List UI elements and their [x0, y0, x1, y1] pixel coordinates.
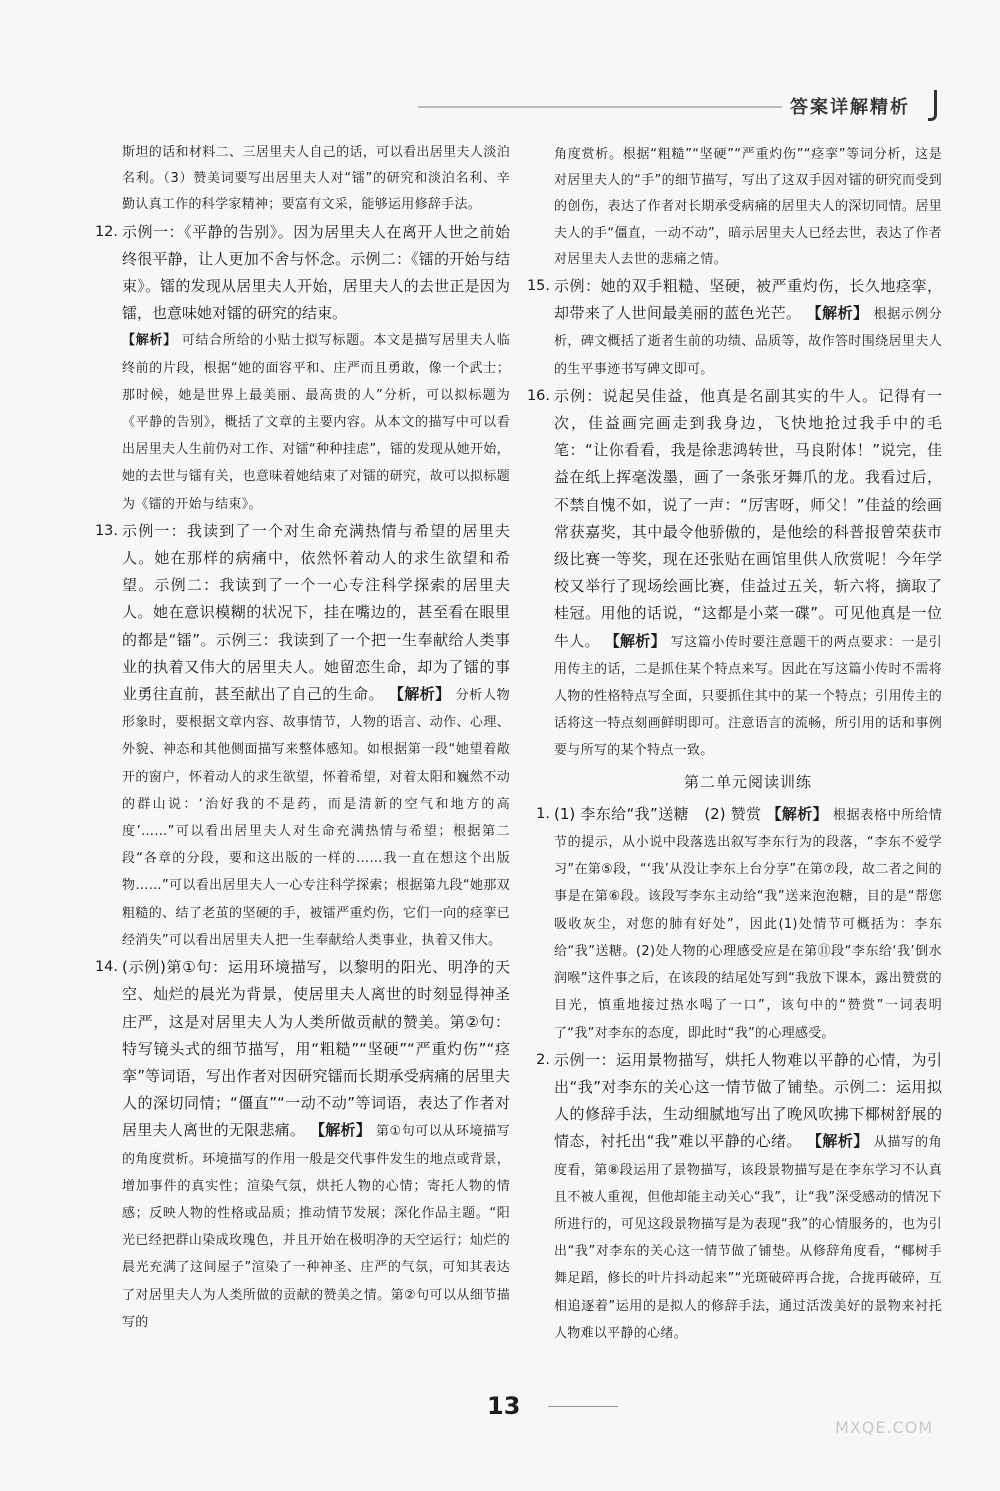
question-number: 13.: [94, 522, 118, 539]
answer-text: 示例一：《平静的告别》。因为居里夫人在离开人世之前始终很平静，让人更加不舍与怀念。示例二：《镭的开始与结束》。镭的发现从居里夫人开始，居里夫人的去世正是因为镭，也意味她对镭的研究的结束。: [122, 222, 510, 323]
analysis-tag: 【解析】: [806, 1132, 869, 1151]
question-number: 2.: [536, 1051, 550, 1068]
analysis-tag: 【解析】: [122, 333, 177, 349]
question-16: [526, 383, 942, 765]
answer-text: 示例一：我读到了一个对生命充满热情与希望的居里夫人。她在那样的病痛中，依然怀着动人的求生欲望和希望。示例二：我读到了一个一心专注科学探索的居里夫人。她在意识模糊的状况下，挂在嘴边的，甚至看在眼里的都是“镭”。示例三：我读到了一个把一生奉献给人类事业的执着又伟大的居里夫人。她留恋生命，却为了镭的事业勇往直前，甚至献出了自己的生命。: [122, 521, 510, 704]
analysis-tag: 【解析】: [604, 631, 666, 650]
unit2-question-2: [530, 1047, 942, 1347]
question-number: 15.: [526, 278, 550, 295]
question-number: 12.: [94, 223, 118, 240]
answer-text: 示例：她的双手粗糙、坚硬，被严重灼伤，长久地痉挛，却带来了人世间最美丽的蓝色光芒。: [554, 277, 942, 323]
answer-text: 示例：说起吴佳益，他真是名副其实的牛人。记得有一次，佳益画完画走到我身边，飞快地抢过我手中的毛笔：“让你看看，我是徐悲鸿转世，马良附体！”说完，佳益在纸上挥毫泼墨，画了一条张牙舞爪的龙。我看过后，不禁自愧不如，说了一声：“厉害呀，师父！”佳益的绘画常获嘉奖，其中最令他骄傲的，是他绘的科普报曾荣获市级比赛一等奖，现在还张贴在画馆里供人欣赏呢！今年学校又举行了现场绘画比赛，佳益过五关，斩六将，摘取了桂冠。用他的话说，“这都是小菜一碟”。可见他真是一位牛人。: [554, 386, 942, 650]
question-number: 14.: [94, 959, 118, 976]
header-rule: [418, 106, 782, 108]
analysis-text: 从描写的角度看，第⑧段运用了景物描写，该段景物描写是在李东学习不认真且不被人重视，但他却能主动关心“我”，让“我”深受感动的情况下所进行的，可见这段景物描写是为表现“我”的心情服务的，也为引出“我”对李东的关心这一情节做了铺垫。从修辞角度看，“椰树手舞足蹈，修长的叶片抖动起来”“光斑破碎再合拢，合拢再破碎，互相追逐着”运用的是拟人的修辞手法，通过活泼美好的景物来衬托人物难以平静的心绪。: [554, 1135, 942, 1341]
intro-paragraph: 斯坦的话和材料二、三居里夫人自己的话，可以看出居里夫人淡泊名利。（3）赞美词要写出居里夫人对“镭”的研究和淡泊名利、辛勤认真工作的科学家精神；要富有文采，能够运用修辞手法。: [122, 145, 510, 213]
answer-text: 示例一：运用景物描写，烘托人物难以平静的心情，为引出“我”对李东的关心这一情节做了铺垫。示例二：运用拟人的修辞手法，生动细腻地写出了晚风吹拂下椰树舒展的情态，衬托出“我”难以平静的心绪。: [554, 1050, 942, 1151]
analysis-text: 根据表格中所给情节的提示，从小说中段落选出叙写李东行为的段落，“李东不爱学习”在第⑤段，“‘我’从没让李东上台分享”在第⑦段，故二者之间的事是在第⑥段。该段写李东主动给“我”送来泡泡糖，目的是“帮您吸收灰尘，对您的肺有好处”，因此(1)处情节可概括为：李东给“我”送糖。(2)处人物的心理感受应是在第⑪段“李东给‘我’倒水润喉”这件事之后，在该段的结尾处写到“我放下课本，露出赞赏的目光，慎重地接过热水喝了一口”，该句中的“赞赏”一词表明了“我”对李东的态度，即此时“我”的心理感受。: [554, 807, 943, 1041]
section-title: 第二单元阅读训练: [683, 772, 812, 791]
question-number: 16.: [526, 387, 550, 404]
analysis-tag: 【解析】: [388, 685, 451, 704]
analysis-text: 可结合所给的小贴士拟写标题。本文是描写居里夫人临终前的片段，根据“她的面容平和、庄严而且勇敢，像一个武士；那时候，她是世界上最美丽、最高贵的人”分析，可以拟标题为《平静的告别》，概括了文章的主要内容。从本文的描写中可以看出居里夫人生前仍对工作、对镭“种种挂虑”，镭的发现从她开始，她的去世与镭有关，也意味着她结束了对镭的研究，故可以拟标题为《镭的开始与结束》。: [122, 333, 511, 512]
continued-analysis: 角度赏析。根据“粗糙”“坚硬”“严重灼伤”“痉挛”等词分析，这是对居里夫人的“手”的细节描写，写出了这双手因对镭的研究而受到的创伤，表达了作者对长期承受病痛的居里夫人的深切同情。居里夫人的手“僵直，一动不动”，暗示居里夫人已经去世，表达了作者对居里夫人去世的悲痛之情。: [554, 147, 942, 267]
answer-text: (示例)第①句：运用环境描写，以黎明的阳光、明净的天空、灿烂的晨光为背景，使居里夫人离世的时刻显得神圣庄严，这是对居里夫人为人类所做贡献的赞美。第②句：特写镜头式的细节描写，用“粗糙”“坚硬”“严重灼伤”“痉挛”等词语，写出作者对因研究镭而长期承受病痛的居里夫人的深切同情；“僵直”“一动不动”等词语，表达了作者对居里夫人离世的无限悲痛。: [122, 958, 510, 1140]
analysis-tag: 【解析】: [766, 804, 828, 823]
question-number: 1.: [536, 805, 550, 822]
analysis-text: 写这篇小传时要注意题干的两点要求：一是引用传主的话，二是抓住某个特点来写。因此在写这篇小传时不需将人物的性格特点写全面，只要抓住其中的某一个特点；引用传主的话将这一特点刻画鲜明即可。注意语言的流畅，所引用的话和事例要与所写的某个特点一致。: [554, 634, 942, 759]
question-13: [94, 518, 510, 954]
analysis-text: 根据示例分析，碑文概括了逝者生前的功绩、品质等，故作答时围绕居里夫人的生平事迹书写碑文即可。: [554, 307, 942, 377]
watermark: MXQE.COM: [835, 1418, 934, 1437]
page-number: 13: [487, 1392, 521, 1420]
unit2-question-1: [530, 801, 942, 1047]
question-14: [94, 954, 510, 1336]
analysis-tag: 【解析】: [310, 1121, 372, 1140]
question-15: [526, 273, 942, 383]
answer-text: (1) 李东给“我”送糖 (2) 赞赏: [554, 804, 762, 823]
question-12: [94, 219, 511, 518]
analysis-tag: 【解析】: [806, 304, 869, 323]
right-column: [526, 142, 943, 1347]
analysis-text: 分析人物形象时，要根据文章内容、故事情节，人物的语言、动作、心理、外貌、神态和其他侧面描写来整体感知。如根据第一段“她望着敞开的窗户，怀着动人的求生欲望，怀着希望，对着太阳和巍然不动的群山说：‘治好我的不是药，而是清新的空气和地方的高度’……”可以看出居里夫人对生命充满热情与希望；根据第二段“各章的分段，要和这出版的一样的……我一直在想这个出版物……”可以看出居里夫人一心专注科学探索；根据第九段“她那双粗糙的、结了老茧的坚硬的手，被镭严重灼伤，它们一向的痉挛已经消失”可以看出居里夫人把一生奉献给人类事业，执着又伟大。: [122, 688, 510, 948]
analysis-text: 第①句可以从环境描写的角度赏析。环境描写的作用一般是交代事件发生的地点或背景，增加事件的真实性；渲染气氛，烘托人物的心情；寄托人物的情感；反映人物的性格或品质；推动情节发展；深化作品主题。“阳光已经把群山染成玫瑰色，并且开始在极明净的天空运行；灿烂的晨光充满了这间屋子”渲染了一种神圣、庄严的气氛，可知其表达了对居里夫人为人类所做的贡献的赞美之情。第②句可以从细节描写的: [122, 1124, 510, 1330]
left-column: [94, 140, 511, 1336]
header-bracket-icon: [928, 90, 937, 121]
header-title: 答案详解精析: [790, 97, 910, 118]
footer-rule: [548, 1406, 618, 1407]
